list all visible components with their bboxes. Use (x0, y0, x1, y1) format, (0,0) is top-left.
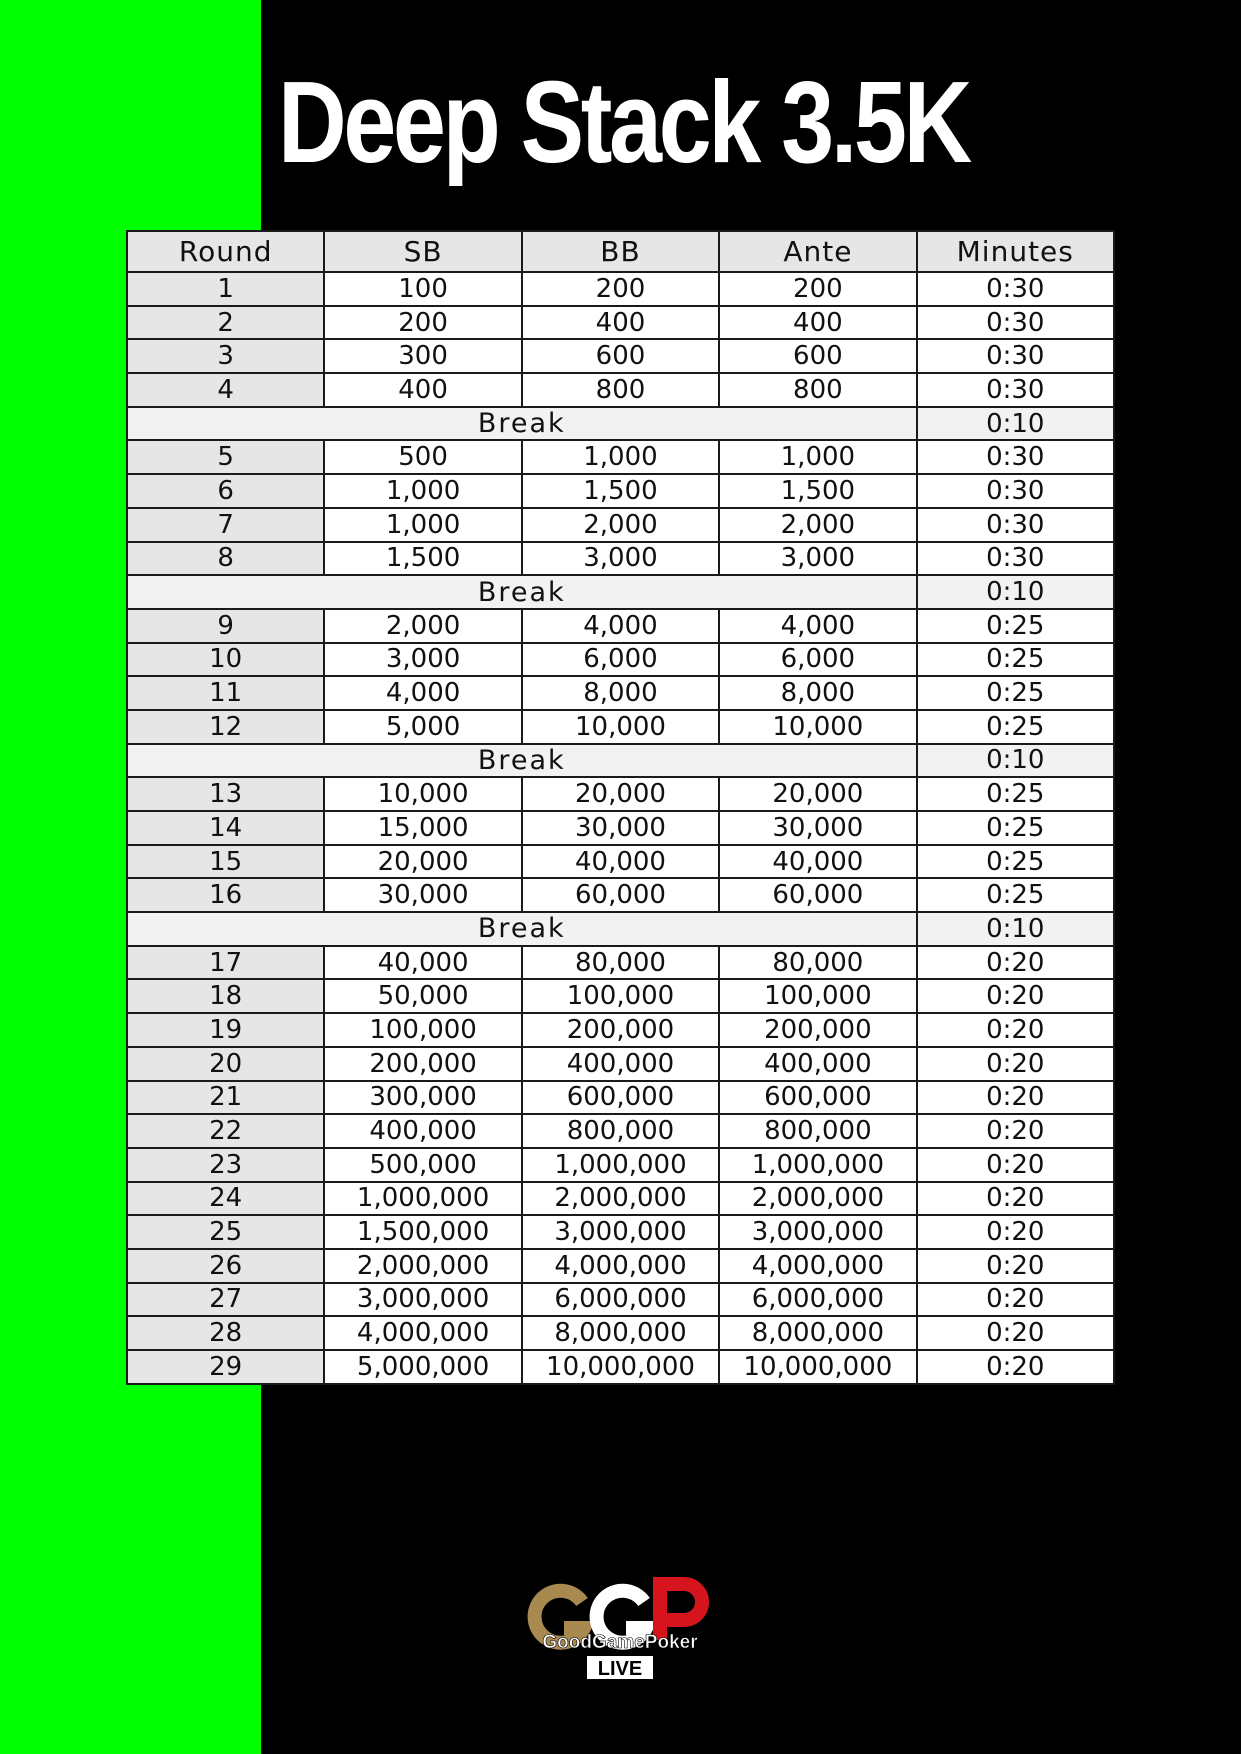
ante-cell: 800 (719, 373, 916, 407)
sb-cell: 20,000 (324, 845, 521, 879)
bb-cell: 400,000 (522, 1047, 719, 1081)
break-row (127, 575, 1114, 609)
header-sb: SB (324, 231, 521, 272)
table-row (127, 1316, 1114, 1350)
minutes-cell: 0:25 (917, 777, 1114, 811)
sb-cell: 15,000 (324, 811, 521, 845)
sb-cell: 2,000 (324, 609, 521, 643)
bb-cell: 800 (522, 373, 719, 407)
round-cell: 18 (127, 979, 324, 1013)
bb-cell: 2,000,000 (522, 1182, 719, 1216)
bb-cell: 600,000 (522, 1081, 719, 1115)
bb-cell: 600 (522, 339, 719, 373)
table-row (127, 845, 1114, 879)
ante-cell: 600,000 (719, 1081, 916, 1115)
ante-cell: 1,500 (719, 474, 916, 508)
bb-cell: 8,000 (522, 676, 719, 710)
minutes-cell: 0:20 (917, 946, 1114, 980)
table-row (127, 643, 1114, 677)
round-cell: 28 (127, 1316, 324, 1350)
bb-cell: 10,000,000 (522, 1350, 719, 1384)
round-cell: 2 (127, 306, 324, 340)
minutes-cell: 0:20 (917, 1148, 1114, 1182)
sb-cell: 300 (324, 339, 521, 373)
table-row (127, 979, 1114, 1013)
round-cell: 10 (127, 643, 324, 677)
bb-cell: 20,000 (522, 777, 719, 811)
ante-cell: 200,000 (719, 1013, 916, 1047)
table-row (127, 710, 1114, 744)
ante-cell: 1,000 (719, 440, 916, 474)
page-title: Deep Stack 3.5K (278, 57, 970, 187)
ante-cell: 400,000 (719, 1047, 916, 1081)
break-row (127, 744, 1114, 778)
round-cell: 1 (127, 272, 324, 306)
table-row (127, 811, 1114, 845)
break-row (127, 407, 1114, 441)
table-row (127, 1148, 1114, 1182)
sb-cell: 400,000 (324, 1114, 521, 1148)
sb-cell: 100 (324, 272, 521, 306)
bb-cell: 3,000 (522, 542, 719, 576)
round-cell: 29 (127, 1350, 324, 1384)
table-body (127, 272, 1114, 1384)
ante-cell: 10,000 (719, 710, 916, 744)
ante-cell: 100,000 (719, 979, 916, 1013)
sb-cell: 2,000,000 (324, 1249, 521, 1283)
sb-cell: 3,000,000 (324, 1283, 521, 1317)
minutes-cell: 0:30 (917, 542, 1114, 576)
minutes-cell: 0:20 (917, 1047, 1114, 1081)
table-row (127, 1114, 1114, 1148)
break-minutes-cell: 0:10 (917, 912, 1114, 946)
ante-cell: 4,000 (719, 609, 916, 643)
bb-cell: 2,000 (522, 508, 719, 542)
round-cell: 7 (127, 508, 324, 542)
bb-cell: 100,000 (522, 979, 719, 1013)
minutes-cell: 0:25 (917, 676, 1114, 710)
round-cell: 14 (127, 811, 324, 845)
ante-cell: 4,000,000 (719, 1249, 916, 1283)
bb-cell: 6,000,000 (522, 1283, 719, 1317)
header-ante: Ante (719, 231, 916, 272)
bb-cell: 200 (522, 272, 719, 306)
sb-cell: 1,000 (324, 508, 521, 542)
ante-cell: 800,000 (719, 1114, 916, 1148)
ante-cell: 400 (719, 306, 916, 340)
table-header-row (127, 231, 1114, 272)
ante-cell: 200 (719, 272, 916, 306)
sb-cell: 3,000 (324, 643, 521, 677)
ante-cell: 8,000 (719, 676, 916, 710)
sb-cell: 4,000,000 (324, 1316, 521, 1350)
ante-cell: 6,000 (719, 643, 916, 677)
table-row (127, 1350, 1114, 1384)
bb-cell: 4,000 (522, 609, 719, 643)
ante-cell: 80,000 (719, 946, 916, 980)
ante-cell: 60,000 (719, 878, 916, 912)
break-minutes-cell: 0:10 (917, 744, 1114, 778)
bb-cell: 60,000 (522, 878, 719, 912)
bb-cell: 4,000,000 (522, 1249, 719, 1283)
break-label: Break (127, 407, 917, 441)
sb-cell: 1,000,000 (324, 1182, 521, 1216)
sb-cell: 5,000 (324, 710, 521, 744)
round-cell: 17 (127, 946, 324, 980)
ante-cell: 30,000 (719, 811, 916, 845)
minutes-cell: 0:25 (917, 845, 1114, 879)
minutes-cell: 0:20 (917, 1215, 1114, 1249)
ante-cell: 6,000,000 (719, 1283, 916, 1317)
bb-cell: 1,000 (522, 440, 719, 474)
round-cell: 26 (127, 1249, 324, 1283)
round-cell: 25 (127, 1215, 324, 1249)
table-row (127, 542, 1114, 576)
minutes-cell: 0:20 (917, 1081, 1114, 1115)
minutes-cell: 0:25 (917, 609, 1114, 643)
minutes-cell: 0:25 (917, 643, 1114, 677)
round-cell: 23 (127, 1148, 324, 1182)
sb-cell: 4,000 (324, 676, 521, 710)
table-row (127, 373, 1114, 407)
round-cell: 22 (127, 1114, 324, 1148)
minutes-cell: 0:30 (917, 508, 1114, 542)
sb-cell: 50,000 (324, 979, 521, 1013)
bb-cell: 40,000 (522, 845, 719, 879)
bb-cell: 3,000,000 (522, 1215, 719, 1249)
table-row (127, 676, 1114, 710)
bb-cell: 30,000 (522, 811, 719, 845)
break-label: Break (127, 744, 917, 778)
minutes-cell: 0:20 (917, 1350, 1114, 1384)
bb-cell: 400 (522, 306, 719, 340)
round-cell: 12 (127, 710, 324, 744)
table-row (127, 1081, 1114, 1115)
sb-cell: 5,000,000 (324, 1350, 521, 1384)
minutes-cell: 0:30 (917, 373, 1114, 407)
break-minutes-cell: 0:10 (917, 575, 1114, 609)
minutes-cell: 0:30 (917, 272, 1114, 306)
minutes-cell: 0:20 (917, 1114, 1114, 1148)
minutes-cell: 0:30 (917, 306, 1114, 340)
bb-cell: 80,000 (522, 946, 719, 980)
break-label: Break (127, 575, 917, 609)
round-cell: 6 (127, 474, 324, 508)
table-row (127, 1047, 1114, 1081)
ante-cell: 40,000 (719, 845, 916, 879)
bb-cell: 6,000 (522, 643, 719, 677)
sb-cell: 10,000 (324, 777, 521, 811)
minutes-cell: 0:25 (917, 811, 1114, 845)
round-cell: 11 (127, 676, 324, 710)
ante-cell: 2,000,000 (719, 1182, 916, 1216)
table-row (127, 609, 1114, 643)
ante-cell: 1,000,000 (719, 1148, 916, 1182)
minutes-cell: 0:30 (917, 474, 1114, 508)
round-cell: 4 (127, 373, 324, 407)
sb-cell: 100,000 (324, 1013, 521, 1047)
round-cell: 5 (127, 440, 324, 474)
blind-structure-table (126, 230, 1115, 1385)
sb-cell: 40,000 (324, 946, 521, 980)
table-row (127, 272, 1114, 306)
ante-cell: 3,000,000 (719, 1215, 916, 1249)
round-cell: 27 (127, 1283, 324, 1317)
header-bb: BB (522, 231, 719, 272)
round-cell: 15 (127, 845, 324, 879)
break-row (127, 912, 1114, 946)
table-row (127, 1249, 1114, 1283)
header-round: Round (127, 231, 324, 272)
header-minutes: Minutes (917, 231, 1114, 272)
round-cell: 20 (127, 1047, 324, 1081)
round-cell: 13 (127, 777, 324, 811)
sb-cell: 1,500 (324, 542, 521, 576)
ante-cell: 10,000,000 (719, 1350, 916, 1384)
round-cell: 24 (127, 1182, 324, 1216)
bb-cell: 200,000 (522, 1013, 719, 1047)
round-cell: 3 (127, 339, 324, 373)
ante-cell: 600 (719, 339, 916, 373)
table-row (127, 440, 1114, 474)
round-cell: 19 (127, 1013, 324, 1047)
minutes-cell: 0:30 (917, 339, 1114, 373)
table-row (127, 306, 1114, 340)
table-row (127, 1182, 1114, 1216)
table-row (127, 1013, 1114, 1047)
round-cell: 16 (127, 878, 324, 912)
minutes-cell: 0:30 (917, 440, 1114, 474)
sb-cell: 30,000 (324, 878, 521, 912)
table-row (127, 339, 1114, 373)
round-cell: 8 (127, 542, 324, 576)
table-row (127, 1215, 1114, 1249)
sb-cell: 400 (324, 373, 521, 407)
round-cell: 9 (127, 609, 324, 643)
sb-cell: 300,000 (324, 1081, 521, 1115)
table-row (127, 508, 1114, 542)
bb-cell: 10,000 (522, 710, 719, 744)
sb-cell: 200 (324, 306, 521, 340)
logo-wordmark: GoodGamePoker (542, 1632, 698, 1653)
ante-cell: 8,000,000 (719, 1316, 916, 1350)
ante-cell: 3,000 (719, 542, 916, 576)
round-cell: 21 (127, 1081, 324, 1115)
minutes-cell: 0:25 (917, 710, 1114, 744)
sb-cell: 500,000 (324, 1148, 521, 1182)
break-minutes-cell: 0:10 (917, 407, 1114, 441)
bb-cell: 8,000,000 (522, 1316, 719, 1350)
minutes-cell: 0:25 (917, 878, 1114, 912)
break-label: Break (127, 912, 917, 946)
table-row (127, 777, 1114, 811)
table-row (127, 1283, 1114, 1317)
ante-cell: 20,000 (719, 777, 916, 811)
minutes-cell: 0:20 (917, 1283, 1114, 1317)
minutes-cell: 0:20 (917, 1249, 1114, 1283)
table-row (127, 474, 1114, 508)
bb-cell: 1,000,000 (522, 1148, 719, 1182)
table-row (127, 878, 1114, 912)
minutes-cell: 0:20 (917, 979, 1114, 1013)
minutes-cell: 0:20 (917, 1182, 1114, 1216)
bb-cell: 1,500 (522, 474, 719, 508)
logo-live-text: LIVE (597, 1658, 643, 1679)
sb-cell: 200,000 (324, 1047, 521, 1081)
bb-cell: 800,000 (522, 1114, 719, 1148)
table-row (127, 946, 1114, 980)
sb-cell: 1,000 (324, 474, 521, 508)
ggpoker-live-logo (524, 1576, 717, 1679)
sb-cell: 500 (324, 440, 521, 474)
sb-cell: 1,500,000 (324, 1215, 521, 1249)
minutes-cell: 0:20 (917, 1316, 1114, 1350)
ante-cell: 2,000 (719, 508, 916, 542)
minutes-cell: 0:20 (917, 1013, 1114, 1047)
